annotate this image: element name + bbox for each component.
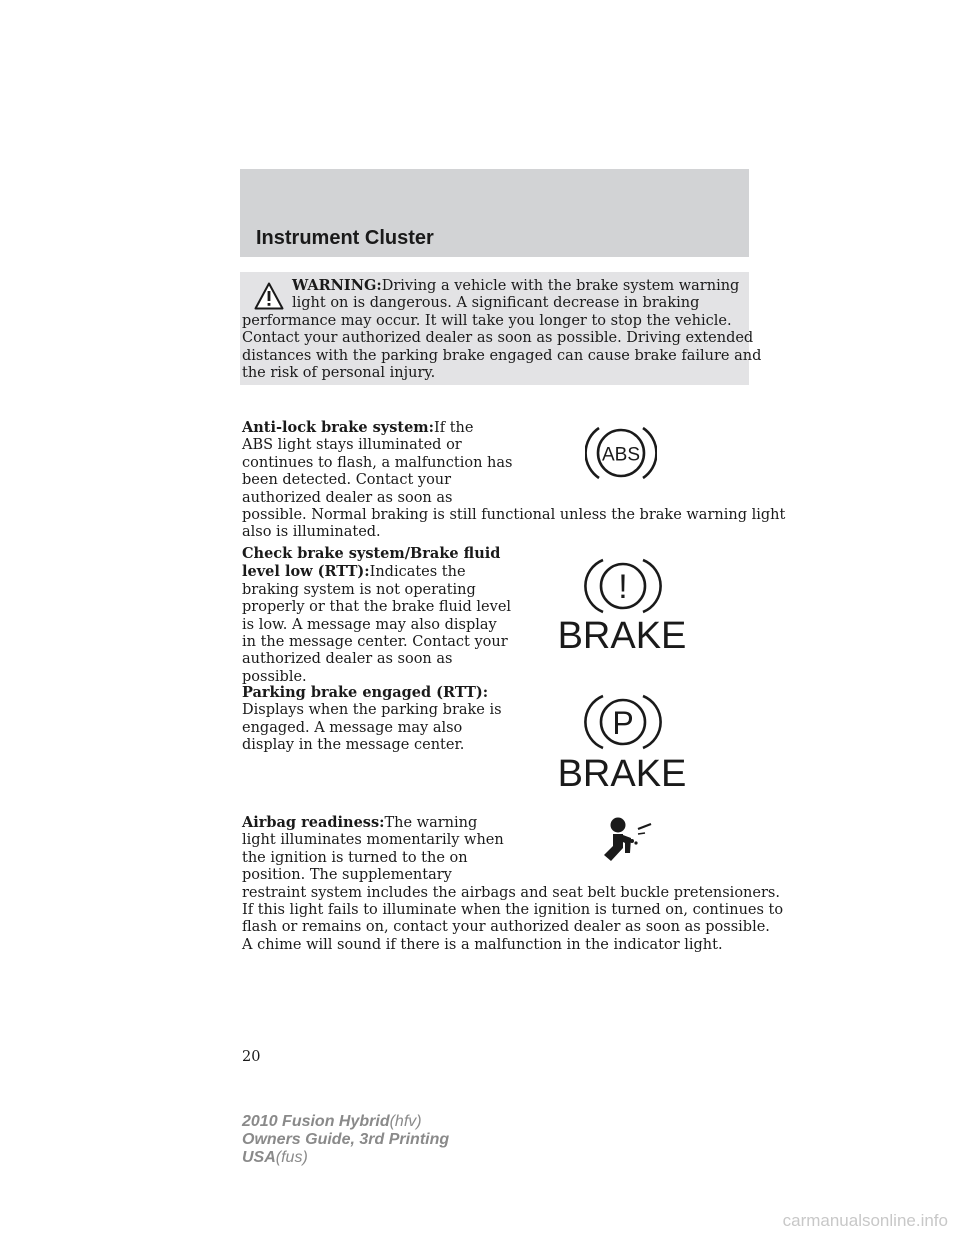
footer-model: 2010 Fusion Hybrid <box>242 1113 390 1130</box>
brake-icon-word: BRAKE <box>557 615 687 654</box>
p-letter-icon: P <box>612 705 634 741</box>
footer-guide: Owners Guide, 3rd Printing <box>242 1131 450 1148</box>
airbag-heading: Airbag readiness: <box>242 814 385 831</box>
exclamation-icon: ! <box>618 568 628 606</box>
abs-icon-label: ABS <box>601 444 641 466</box>
brake-fluid-section: Check brake system/Brake fluid level low (RTT):Indicates the braking system is not operating properly or that the brake fluid level is low. A message may also display in the message center. Contact your authorized dealer as soon as possible. <box>242 545 512 685</box>
footer-model-code: (hfv) <box>389 1113 422 1130</box>
parking-brake-icon-word: BRAKE <box>557 753 687 792</box>
warning-box <box>240 272 762 385</box>
footer-region: USA <box>242 1149 276 1166</box>
abs-icon <box>585 422 657 484</box>
page-title: Instrument Cluster <box>256 227 434 249</box>
brake-warning-icon <box>544 554 694 654</box>
section-header <box>240 169 749 257</box>
parking-brake-section: Parking brake engaged (RTT): Displays when the parking brake is engaged. A message may also display in the message center. <box>242 684 502 754</box>
page-number: 20 <box>242 1049 261 1065</box>
footer-region-code: (fus) <box>275 1149 308 1166</box>
watermark: carmanualsonline.info <box>782 1211 948 1230</box>
abs-section: Anti-lock brake system:If the ABS light stays illuminated or continues to flash, a malfunction has been detected. Contact your authorized dealer as soon as possible. Normal braking is still functional unless the brake warning light also is illuminated. <box>242 419 786 541</box>
brake-fluid-heading: Check brake system/Brake fluid <box>242 545 501 562</box>
airbag-icon <box>596 815 654 865</box>
parking-brake-icon <box>544 690 694 792</box>
parking-brake-heading: Parking brake engaged (RTT): <box>242 684 489 701</box>
abs-heading: Anti-lock brake system: <box>242 419 434 436</box>
warning-label: WARNING: <box>292 277 382 294</box>
footer <box>242 1113 449 1167</box>
airbag-section: Airbag readiness:The warning light illuminates momentarily when the ignition is turned to the on position. The supplementary restraint system includes the airbags and seat belt buckle pretensioners. If this light fails to illuminate when the ignition is turned on, continues to flash or remains on, contact your authorized dealer as soon as possible. A chime will sound if there is a malfunction in the indicator light. <box>242 814 784 953</box>
warning-text: WARNING:Driving a vehicle with the brake system warning light on is dangerous. A significant decrease in braking performance may occur. It will take you longer to stop the vehicle. Contact your authorized dealer as soon as possible. Driving extended distances with the parking brake engaged can cause brake failure and the risk of personal injury. <box>242 277 762 382</box>
